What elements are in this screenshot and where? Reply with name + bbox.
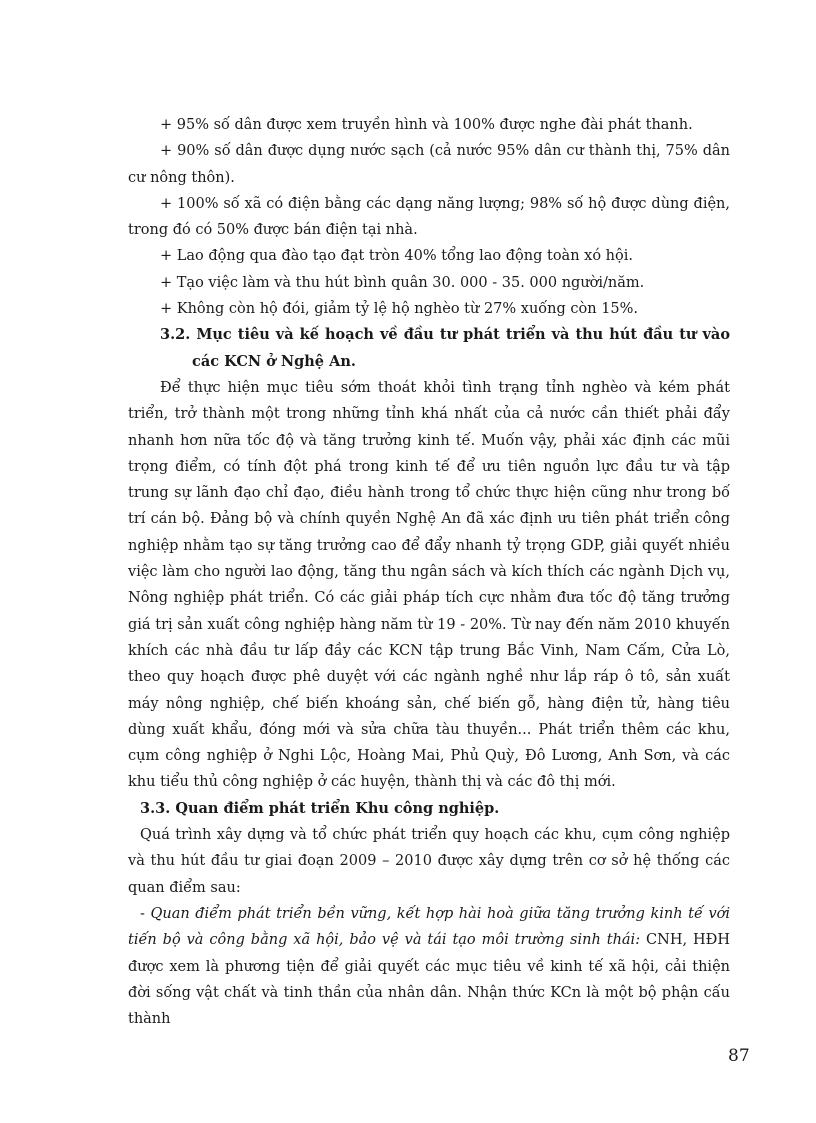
point-italic-title: Quan điểm phát triển bền vững, kết hợp hài hoà giữa tăng trưởng kinh tế với tiến bộ và công bằng xã hội, bảo vệ và tái tạo môi trường sinh thái: (128, 905, 730, 949)
bullet-electricity: + 100% số xã có điện bằng các dạng năng lượng; 98% số hộ được dùng điện, trong đó có 50% được bán điện tại nhà. (128, 195, 730, 239)
point-dash: - (140, 905, 151, 922)
page-body (128, 112, 730, 1032)
bullet-poverty-reduction: + Không còn hộ đói, giảm tỷ lệ hộ nghèo từ 27% xuống còn 15%. (160, 301, 639, 318)
bullet-trained-labor: + Lao động qua đào tạo đạt tròn 40% tổng lao động toàn xó hội. (160, 248, 633, 265)
page-number: 87 (728, 1046, 750, 1066)
bullet-television-radio: + 95% số dân được xem truyền hình và 100% được nghe đài phát thanh. (160, 117, 693, 133)
section-3-2-paragraph: Để thực hiện mục tiêu sớm thoát khỏi tình trạng tỉnh nghèo và kém phát triển, trở thành một trong những tỉnh khá nhất của cả nước cần thiết phải đẩy nhanh hơn nữa tốc độ và tăng trưởng kinh tế. Muốn vậy, phải xác định các mũi trọng điểm, có tính đột phá trong kinh tế để ưu tiên nguồn lực đầu tư và tập trung sự lãnh đạo chỉ đạo, điều hành trong tổ chức thực hiện cũng như trong bố trí cán bộ. Đảng bộ và chính quyền Nghệ An đã xác định ưu tiên phát triển công nghiệp nhằm tạo sự tăng trưởng cao để đẩy nhanh tỷ trọng GDP, giải quyết nhiều việc làm cho người lao động, tăng thu ngân sách và kích thích các ngành Dịch vụ, Nông nghiệp phát triển. Có các giải pháp tích cực nhằm đưa tốc độ tăng trưởng giá trị sản xuất công nghiệp hàng năm từ 19 - 20%. Từ nay đến năm 2010 khuyến khích các nhà đầu tư lấp đầy các KCN tập trung Bắc Vinh, Nam Cấm, Cửa Lò, theo quy hoạch được phê duyệt với các ngành nghề như lắp ráp ô tô, sản xuất máy nông nghiệp, chế biến khoáng sản, chế biến gỗ, hàng điện tử, hàng tiêu dùng xuất khẩu, đóng mới và sửa chữa tàu thuyền... Phát triển thêm các khu, cụm công nghiệp ở Nghi Lộc, Hoàng Mai, Phủ Quỳ, Đô Lương, Anh Sơn, và các khu tiểu thủ công nghiệp ở các huyện, thành thị và các đô thị mới. (128, 379, 730, 791)
bullet-clean-water: + 90% số dân được dụng nước sạch (cả nước 95% dân cư thành thị, 75% dân cư nông thôn). (128, 143, 730, 186)
section-3-3-point (128, 901, 730, 1032)
bullet-job-creation: + Tạo việc làm và thu hút bình quân 30. 000 - 35. 000 người/năm. (160, 274, 645, 291)
point-body: CNH, HĐH được xem là phương tiện để giải quyết các mục tiêu về kinh tế xã hội, cải thiện đời sống vật chất và tinh thần của nhân dân. Nhận thức KCn là một bộ phận cấu thành (128, 932, 731, 1028)
section-3-3-intro: Quá trình xây dựng và tổ chức phát triển quy hoạch các khu, cụm công nghiệp và thu hút đầu tư giai đoạn 2009 – 2010 được xây dựng trên cơ sở hệ thống các quan điểm sau: (128, 827, 730, 896)
section-3-2-heading: 3.2. Mục tiêu và kế hoạch về đầu tư phát triển và thu hút đầu tư vào các KCN ở Nghệ An. (160, 326, 730, 370)
section-3-3-heading: 3.3. Quan điểm phát triển Khu công nghiệp. (140, 799, 500, 817)
